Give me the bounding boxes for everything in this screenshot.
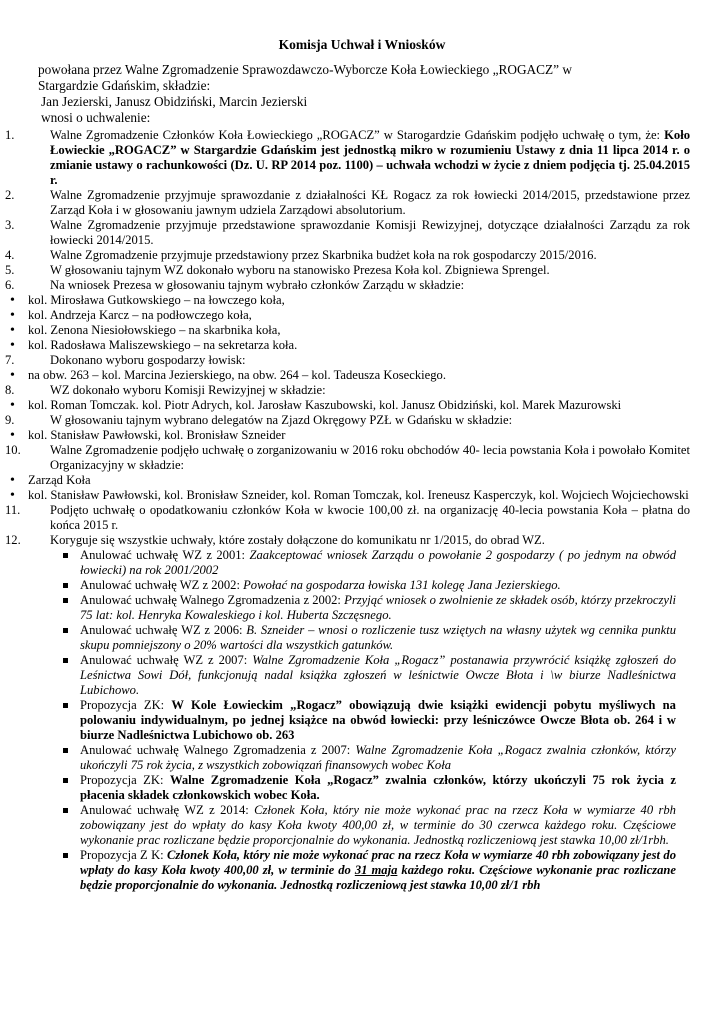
intro-line: Stargardzie Gdańskim, składzie:	[38, 78, 211, 93]
sub-item-prefix: Anulować uchwałę WZ z 2014:	[80, 803, 255, 817]
item-text: Walne Zgromadzenie Członków Koła Łowieckiego „ROGACZ” w Starogardzie Gdańskim podjęło uchwałę o tym, że:	[50, 128, 661, 142]
sub-item-prefix: Propozycja ZK:	[80, 773, 170, 787]
sub-item-italic: Zaakceptować wniosek Zarządu o powołanie 2 gospodarzy ( po jednym na obwód łowiecki) na rok 2001/2002	[80, 548, 677, 577]
resolution-item-6	[0, 278, 690, 293]
list-item: • kol. Radosława Maliszewskiego – na sekretarza koła.	[0, 338, 690, 353]
sub-item-1	[0, 548, 690, 578]
item-text: W głosowaniu tajnym wybrano delegatów na Zjazd Okręgowy PZŁ w Gdańsku w składzie:	[50, 413, 513, 427]
intro-line: wnosi o uchwalenie:	[41, 110, 151, 125]
item-text: Walne Zgromadzenie przyjmuje przedstawiony przez Skarbnika budżet koła na rok gospodarczy 2015/2016.	[50, 248, 597, 262]
sub-item-prefix: Anulować uchwałę WZ z 2002:	[80, 578, 244, 592]
item-number: 11.	[5, 503, 21, 517]
sub-item-8	[0, 773, 690, 803]
item-text-bold: Koło Łowieckie „ROGACZ” w Stargardzie Gdańskim jest jednostką mikro w rozumieniu Ustawy z dnia 11 lipca 2014 r. o zmianie ustawy o rachunkowości (Dz. U. RP 2014 poz. 1100) – uchwała wchodzi w życie z dniem podjęcia tj. 25.04.2015 r.	[50, 128, 690, 187]
sub-item-bold-italic: Członek Koła, który nie może wykonać prac na rzecz Koła w wymiarze 40 rbh zobowiązany jest do wpłaty do kasy Koła kwoty 400,00 zł, w terminie do	[80, 848, 676, 877]
resolution-item-9	[0, 413, 690, 428]
sub-item-prefix: Propozycja Z K:	[80, 848, 168, 862]
item-number: 7.	[5, 353, 15, 367]
resolution-item-7	[0, 353, 690, 368]
sub-item-prefix: Anulować uchwałę Walnego Zgromadzenia z 2002:	[80, 593, 345, 607]
sub-item-bold: Walne Zgromadzenie Koła „Rogacz” zwalnia członków, którzy ukończyli 75 rok życia z płacenia składek członkowskich wobec Koła.	[80, 773, 676, 802]
sub-item-underlined-date: 31 maja	[354, 863, 398, 877]
item-number: 1.	[5, 128, 15, 142]
sub-item-italic: Walne Zgromadzenie Koła „Rogacz zwalnia członków, którzy ukończyli 75 rok życia, z wszystkich zobowiązań finansowych wobec Koła	[80, 743, 676, 772]
item-number: 4.	[5, 248, 15, 262]
resolution-item-1	[0, 128, 690, 188]
item-text: Koryguje się wszystkie uchwały, które zostały dołączone do komunikatu nr 1/2015, do obrad WZ.	[50, 533, 545, 547]
intro-line: powołana przez Walne Zgromadzenie Sprawozdawczo-Wyborcze Koła Łowieckiego „ROGACZ” w	[38, 62, 572, 77]
resolution-item-4	[0, 248, 690, 263]
resolution-item-12	[0, 533, 690, 548]
sub-item-italic: B. Szneider – wnosi o rozliczenie tusz wziętych na własny użytek wg cennika punktu skupu pomniejszony o 20% wartości dla wszystkich gatunków.	[80, 623, 676, 652]
sub-item-prefix: Propozycja ZK:	[80, 698, 172, 712]
resolutions-list	[0, 128, 690, 893]
sub-item-3	[0, 593, 690, 623]
sub-item-prefix: Anulować uchwałę WZ z 2007:	[80, 653, 253, 667]
sub-item-4	[0, 623, 690, 653]
item-number: 10.	[5, 443, 21, 457]
list-item: • na obw. 263 – kol. Marcina Jezierskiego, na obw. 264 – kol. Tadeusza Koseckiego.	[0, 368, 690, 383]
sub-item-10	[0, 848, 690, 893]
sub-item-italic: Walne Zgromadzenie Koła „Rogacz” postanawia przywrócić książkę zgłoszeń do Leśnictwa Sowi Dół, funkcjonują nadal książka zgłoszeń w leśnictwie Owcze Błota i \w biurze Nadleśnictwa Lubichowo.	[80, 653, 677, 697]
item-text: Walne Zgromadzenie podjęło uchwałę o zorganizowaniu w 2016 roku obchodów 40- lecia powstania Koła i powołało Komitet Organizacyjny w składzie:	[50, 443, 690, 472]
resolution-item-11	[0, 503, 690, 533]
resolution-item-2	[0, 188, 690, 218]
item-text: Dokonano wyboru gospodarzy łowisk:	[50, 353, 246, 367]
sub-item-italic: Powołać na gospodarza łowiska 131 kolegę Jana Jezierskiego.	[243, 578, 561, 592]
list-item: • kol. Zenona Niesiołowskiego – na skarbnika koła,	[0, 323, 690, 338]
resolution-item-10	[0, 443, 690, 473]
list-item: • kol. Andrzeja Karcz – na podłowczego koła,	[0, 308, 690, 323]
sub-item-5	[0, 653, 690, 698]
intro-paragraph	[38, 62, 698, 126]
list-item: • kol. Roman Tomczak. kol. Piotr Adrych, kol. Jarosław Kaszubowski, kol. Janusz Obidziński, kol. Marek Mazurowski	[0, 398, 690, 413]
item-text: Podjęto uchwałę o opodatkowaniu członków Koła w kwocie 100,00 zł. na organizację 40-lecia powstania Koła – płatna do końca 2015 r.	[50, 503, 690, 532]
sub-item-prefix: Anulować uchwałę Walnego Zgromadzenia z 2007:	[80, 743, 356, 757]
item-text: Walne Zgromadzenie przyjmuje sprawozdanie z działalności KŁ Rogacz za rok łowiecki 2014/2015, przedstawione przez Zarząd Koła i w głosowaniu jawnym udziela Zarządowi absolutorium.	[50, 188, 690, 217]
sub-item-bold: W Kole Łowieckim „Rogacz” obowiązują dwie książki ewidencji pobytu myśliwych na polowaniu indywidualnym, po jednej książce na obwód łowiecki: przy leśniczówce Owcze Błota ob. 264 i w biurze Nadleśnictwa Lubichowo ob. 263	[80, 698, 676, 742]
resolution-item-5	[0, 263, 690, 278]
intro-members: Jan Jezierski, Janusz Obidziński, Marcin Jezierski	[41, 94, 308, 109]
sub-item-2	[0, 578, 690, 593]
item-text: WZ dokonało wyboru Komisji Rewizyjnej w składzie:	[50, 383, 326, 397]
item-text: Walne Zgromadzenie przyjmuje przedstawione sprawozdanie Komisji Rewizyjnej, dotyczące działalności Zarządu za rok łowiecki 2014/2015.	[50, 218, 690, 247]
list-item: • kol. Mirosława Gutkowskiego – na łowczego koła,	[0, 293, 690, 308]
sub-item-italic: Członek Koła, który nie może wykonać prac na rzecz Koła w wymiarze 40 rbh zobowiązany jest do wpłaty do kasy Koła kwoty 400,00 zł, w terminie do 30 czerwca każdego roku. Częściowe wykonanie prac rozliczane będzie proporcjonalnie do wykonania. Jednostką rozliczeniową jest stawka 10,00 zł/1rbh.	[80, 803, 676, 847]
item-number: 3.	[5, 218, 15, 232]
resolution-item-3	[0, 218, 690, 248]
item-number: 6.	[5, 278, 15, 292]
sub-item-bold-italic: każdego roku. Częściowe wykonanie prac rozliczane będzie proporcjonalnie do wykonania. Jednostką rozliczeniową jest stawka 10,00 zł/1 rbh	[80, 863, 676, 892]
sub-item-italic: Przyjąć wniosek o zwolnienie ze składek osób, którzy przekroczyli 75 lat: kol. Henryka Kowaleskiego i kol. Huberta Szczęsnego.	[80, 593, 676, 622]
list-item: • kol. Stanisław Pawłowski, kol. Bronisław Szneider, kol. Roman Tomczak, kol. Ireneusz Kasperczyk, kol. Wojciech Wojciechowski	[0, 488, 690, 503]
sub-item-7	[0, 743, 690, 773]
list-item: • Zarząd Koła	[0, 473, 690, 488]
item-number: 8.	[5, 383, 15, 397]
item-text: W głosowaniu tajnym WZ dokonało wyboru na stanowisko Prezesa Koła kol. Zbigniewa Sprengel.	[50, 263, 550, 277]
item-number: 9.	[5, 413, 15, 427]
resolution-item-8	[0, 383, 690, 398]
list-item: • kol. Stanisław Pawłowski, kol. Bronisław Szneider	[0, 428, 690, 443]
item-number: 5.	[5, 263, 15, 277]
item-number: 12.	[5, 533, 21, 547]
sub-item-prefix: Anulować uchwałę WZ z 2006:	[80, 623, 247, 637]
item-text: Na wniosek Prezesa w głosowaniu tajnym wybrało członków Zarządu w składzie:	[50, 278, 465, 292]
sub-item-9	[0, 803, 690, 848]
sub-item-prefix: Anulować uchwałę WZ z 2001:	[80, 548, 250, 562]
sub-item-6	[0, 698, 690, 743]
document-title: Komisja Uchwał i Wniosków	[278, 37, 446, 52]
item-number: 2.	[5, 188, 15, 202]
